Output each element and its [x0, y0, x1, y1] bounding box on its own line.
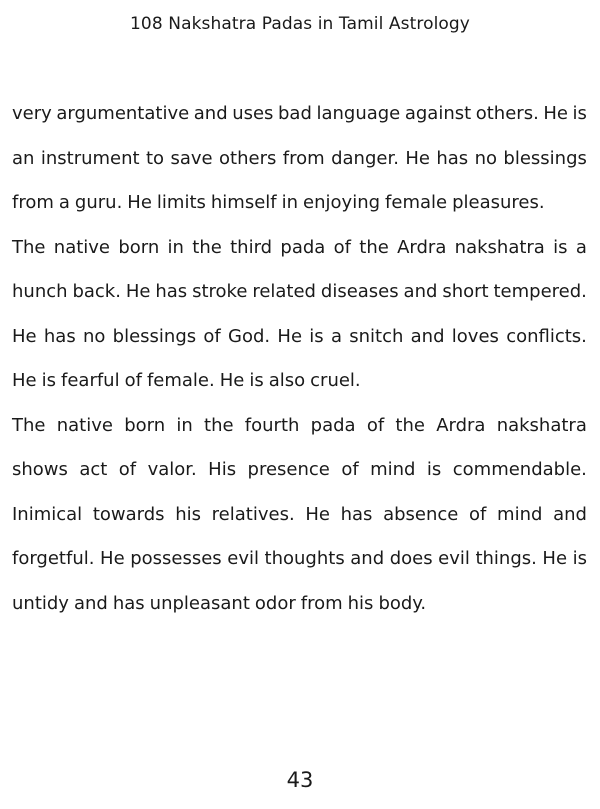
paragraph-3: [12, 404, 587, 627]
text-line: hunch back. He has stroke related diseases and short tempered.: [12, 281, 587, 302]
text-line: He has no blessings of God. He is a snitch and loves conflicts.: [12, 325, 587, 347]
text-line: very argumentative and uses bad language against others. He is: [12, 103, 587, 124]
text-line: forgetful. He possesses evil thoughts and does evil things. He is: [12, 548, 587, 569]
text-line: The native born in the third pada of the Ardra nakshatra is a: [12, 236, 587, 258]
paragraph-1: [12, 92, 587, 226]
text-line: He is fearful of female. He is also cruel.: [12, 370, 361, 391]
running-header: 108 Nakshatra Padas in Tamil Astrology: [130, 14, 470, 34]
paragraph-2: [12, 226, 587, 404]
text-line: untidy and has unpleasant odor from his body.: [12, 592, 427, 614]
body-text: [12, 92, 587, 626]
text-line: shows act of valor. His presence of mind is commendable.: [12, 459, 587, 480]
page-number: 43: [286, 768, 314, 792]
text-line: The native born in the fourth pada of the Ardra nakshatra: [12, 414, 587, 436]
text-line: from a guru. He limits himself in enjoying female pleasures.: [12, 192, 545, 213]
text-line: an instrument to save others from danger. He has no blessings: [12, 147, 587, 169]
text-line: Inimical towards his relatives. He has absence of mind and: [12, 503, 587, 525]
